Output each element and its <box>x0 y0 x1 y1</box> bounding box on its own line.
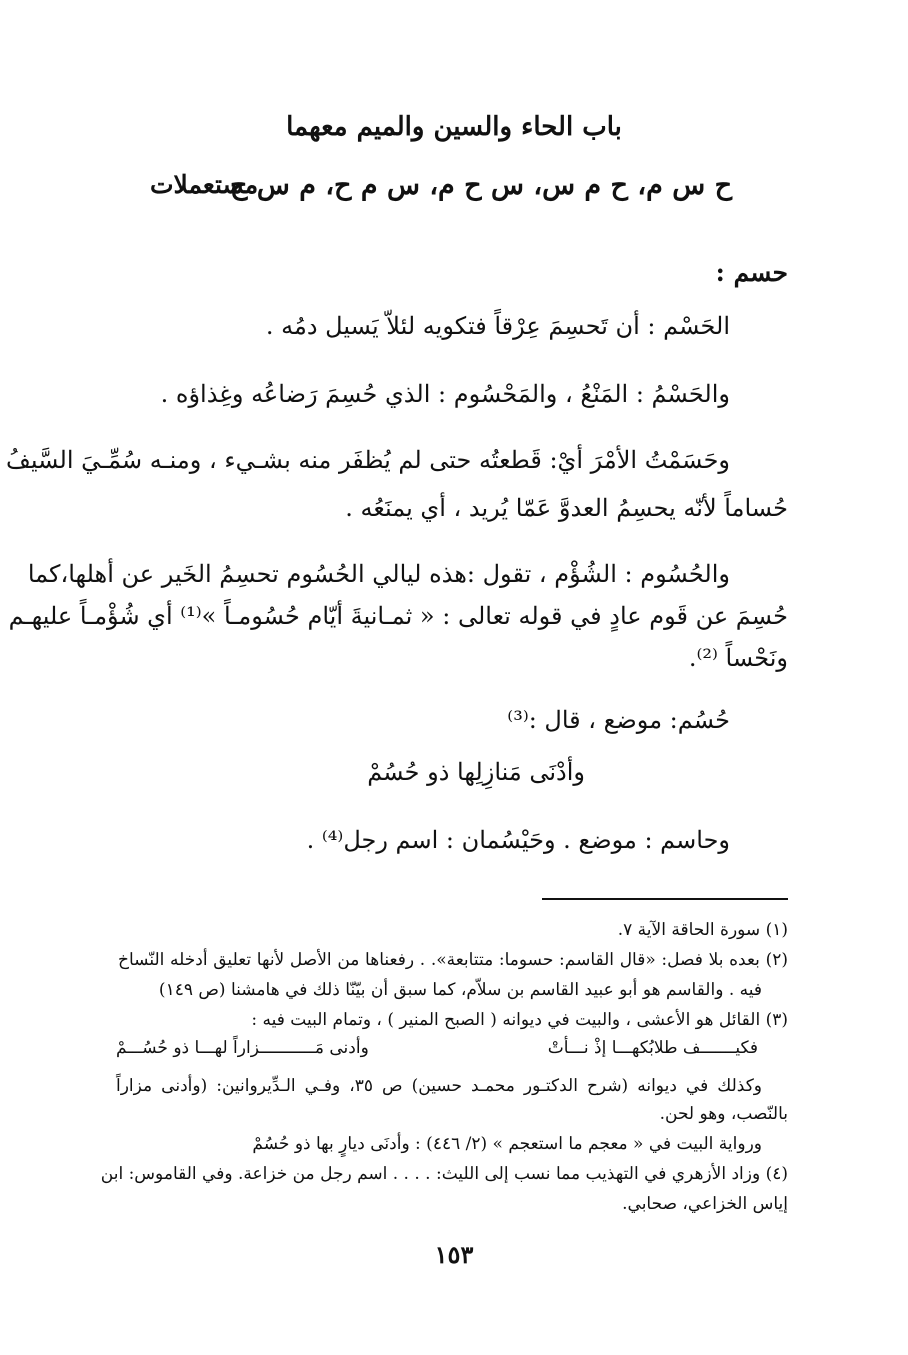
roots-used-label: مستعملات <box>150 170 259 199</box>
chapter-title: باب الحاء والسين والميم معهما <box>286 112 622 142</box>
entry-line: وحاسم : موضع . وحَيْسُمان : اسم رجل⁽⁴⁾ . <box>306 826 730 854</box>
roots-list: ح س م، ح م س، س ح م، س م ح، م س ح <box>230 170 732 201</box>
entry-headword: حسم : <box>715 258 788 287</box>
footnote-poem-hemistich: وأدنى مَـــــــــــزاراً لهـــا ذو حُسُـــمْ <box>116 1038 369 1058</box>
footnote: إياس الخزاعي، صحابي. <box>622 1194 788 1214</box>
entry-line: حُسُم: موضع ، قال :⁽³⁾ <box>507 706 730 734</box>
entry-line: وحَسَمْتُ الأمْرَ أيْ: قَطعتُه حتى لم يُظفَر منه بشـيء ، ومنـه سُمِّـيَ السَّيفُ <box>6 446 730 474</box>
footnote-separator <box>542 898 788 900</box>
footnote: (٣) القائل هو الأعشى ، والبيت في ديوانه ( الصبح المنير ) ، وتمام البيت فيه : <box>251 1010 788 1030</box>
entry-line: والحَسْمُ : المَنْعُ ، والمَحْسُوم : الذي حُسِمَ رَضاعُه وغِذاؤه . <box>160 380 730 408</box>
footnote: بالنّصب، وهو لحن. <box>659 1104 788 1124</box>
footnote: (١) سورة الحاقة الآية ٧. <box>617 920 788 940</box>
entry-line: والحُسُوم : الشُؤْم ، تقول :هذه ليالي الحُسُوم تحسِمُ الخَير عن أهلها،كما <box>27 560 730 588</box>
entry-line: حُسِمَ عن قَوم عادٍ في قوله تعالى : « ثمـانيةَ أيّام حُسُومـاً »⁽¹⁾ أي شُؤْمـاً عليهـم <box>8 602 788 630</box>
entry-line: حُساماً لأنّه يحسِمُ العدوَّ عَمّا يُريد ، أي يمنَعُه . <box>345 494 788 522</box>
footnote-poem-hemistich: فكيـــــــف طلابُكهـــا إذْ نـــأتْ <box>547 1038 758 1058</box>
footnote: (٢) بعده بلا فصل: «قال القاسم: حسوما: متتابعة». . رفعناها من الأصل لأنها تعليق أدخله النّساخ <box>118 950 788 970</box>
footnote: (٤) وزاد الأزهري في التهذيب مما نسب إلى الليث: . . . . اسم رجل من خزاعة. وفي القاموس: ابن <box>100 1164 788 1184</box>
entry-line: ونَحْساً ⁽²⁾. <box>688 644 788 672</box>
verse-line: وأدْنَى مَنازِلِها ذو حُسُمْ <box>367 758 585 786</box>
footnote: فيه . والقاسم هو أبو عبيد القاسم بن سلاّم، كما سبق أن بيّنّا ذلك في هامشنا (ص ١٤٩) <box>158 980 762 1000</box>
footnote: ورواية البيت في « معجم ما استعجم » (٢/ ٤٤٦) : وأدنَى ديارٍ بها ذو حُسُمْ <box>252 1134 762 1154</box>
page-number: ١٥٣ <box>434 1240 474 1269</box>
entry-line: الحَسْم : أن تَحسِمَ عِرْقاً فتكويه لئلاّ يَسيل دمُه . <box>265 312 730 340</box>
footnote: وكذلك في ديوانه (شرح الدكتـور محمـد حسين) ص ٣٥، وفـي الـدِّيروانين: (وأدنى مزاراً <box>116 1076 763 1096</box>
